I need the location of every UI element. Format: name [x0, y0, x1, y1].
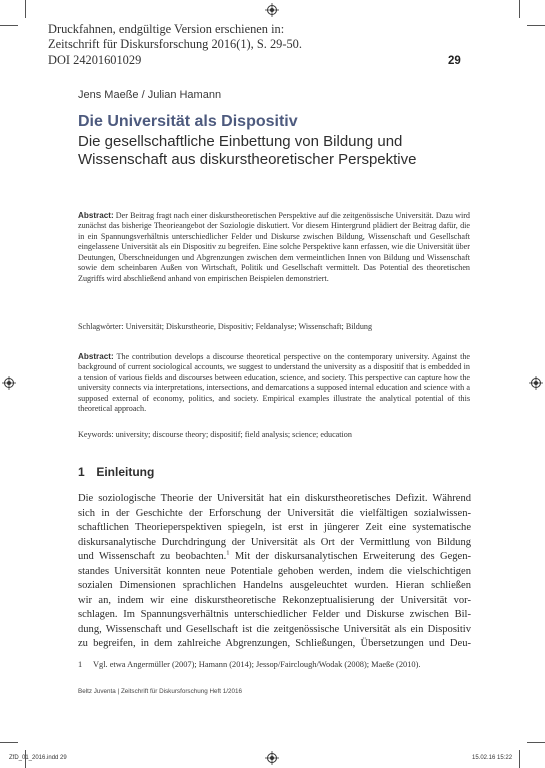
- footnote: [78, 660, 420, 669]
- abstract-english-text: The contribution develops a discourse theoretical perspective on the contemporary university. Against the background of current sociological accounts, we suggest to understand the university as a dispositif that is embedded in a tension of various fields and discourses between education, science, and society. This perspective can capture how the university connects via interpretations, intersections, and demarcations a supposed internal education and science with a supposed external of economy, politics, and society. Empirical examples illustrate the analytical potential of this theoretical approach.: [78, 352, 470, 414]
- crop-mark-top-left: [0, 25, 18, 26]
- journal-footer: Beltz Juventa | Zeitschrift für Diskursforschung Heft 1/2016: [78, 688, 243, 695]
- registration-mark-left-icon: [2, 376, 16, 390]
- registration-mark-right-icon: [529, 376, 543, 390]
- footnote-number: 1: [78, 660, 83, 669]
- body-line: standes Universität konnten neue Potentiale gehoben werden, indem die vielschichtigen: [78, 565, 471, 577]
- body-line: schaftlichen Theorieperspektiven spiegeln, ist erst in jüngerer Zeit eine systematische: [78, 522, 471, 533]
- section-title: Einleitung: [96, 465, 155, 479]
- body-line: sich in der Geschichte der Erforschung der Universität die vielfältigen sozialwissen-: [78, 507, 471, 519]
- abstract-english: [78, 352, 470, 415]
- publication-note: [48, 22, 302, 68]
- page-number: 29: [448, 55, 461, 67]
- keywords-english: Keywords: university; discourse theory; dispositif; field analysis; science; education: [78, 430, 352, 439]
- subtitle-line-1: Die gesellschaftliche Einbettung von Bildung und: [78, 133, 403, 150]
- print-slug-timestamp: 15.02.16 15:22: [472, 755, 513, 761]
- section-number: 1: [78, 465, 85, 479]
- crop-mark-top-left-vertical: [25, 0, 26, 18]
- body-line: Die soziologische Theorie der Universität hat ein diskurstheoretisches Defizit. Während: [78, 493, 471, 504]
- crop-mark-bottom-right-vertical: [519, 750, 520, 768]
- publication-note-line-1: Druckfahnen, endgültige Version erschienen in:: [48, 22, 285, 36]
- abstract-german-text: Der Beitrag fragt nach einer diskurstheoretischen Perspektive auf die zeitgenössische Universität. Dazu wird zunächst das bisherige Theorieangebot der Soziologie diskutiert. Vor diesem Hintergrund plädiert der Beitrag dafür, die in ein Spannungsverhältnis unterschiedlicher Felder und Diskurse zwischen Bildung, Wissenschaft und Gesellschaft eingelassene Universität als ein Dispositiv zu begreifen. Eine solche Perspektive kann erfassen, wie die Universität über Deutungen, Überschneidungen und Abgrenzungen zwischen dem vermeintlichen Innen von Bildung und Wissenschaft sowie dem scheinbaren Außen von Wirtschaft, Politik und Gesellschaft vermittelt. Das Potential des theoretischen Zugriffs wird abschließend anhand von empirischen Beispielen demonstriert.: [78, 211, 470, 283]
- body-line-with-footnote: [78, 550, 471, 565]
- registration-mark-top-icon: [265, 3, 279, 17]
- body-line: zu begreifen, in dem zahlreiche Abgrenzungen, Schließungen, Übersetzungen und Deu-: [78, 638, 471, 649]
- footnote-reference: 1: [226, 549, 230, 557]
- article-title: Die Universität als Dispositiv: [78, 113, 298, 130]
- publication-note-doi: DOI 24201601029: [48, 52, 142, 67]
- crop-mark-top-right: [527, 25, 545, 26]
- abstract-german-label: Abstract:: [78, 211, 114, 220]
- abstract-german: [78, 211, 470, 284]
- abstract-english-label: Abstract:: [78, 352, 114, 361]
- article-authors: Jens Maeße / Julian Hamann: [78, 89, 222, 101]
- body-line: wir an, indem wir eine diskurstheoretische Rekonzeptualisierung der Universität vor-: [78, 594, 471, 606]
- article-subtitle: [78, 133, 518, 169]
- registration-mark-bottom-icon: [265, 751, 279, 765]
- crop-mark-bottom-right: [527, 742, 545, 743]
- footnote-text: Vgl. etwa Angermüller (2007); Hamann (2014); Jessop/Fairclough/Wodak (2008); Maeße (2010).: [92, 660, 421, 669]
- body-line: sozialen Dimensionen sprachlichen Handelns ausgeleuchtet wurden. Hieran schließen: [78, 580, 471, 591]
- body-paragraph: [78, 492, 471, 652]
- body-line-part: und Wissenschaft zu beobachten.: [78, 551, 227, 562]
- publication-note-line-2: Zeitschrift für Diskursforschung 2016(1), S. 29-50.: [48, 37, 302, 52]
- body-line-part: Mit der diskursanalytischen Erweiterung des Gegen-: [229, 551, 471, 562]
- body-line: schlagen. Im Spannungsverhältnis unterschiedlicher Felder und Diskurse zwischen Bil-: [78, 609, 471, 620]
- crop-mark-bottom-left: [0, 742, 18, 743]
- crop-mark-top-right-vertical: [519, 0, 520, 18]
- section-heading: [78, 465, 154, 479]
- body-line: dung, Wissenschaft und Gesellschaft ist die zeitgenössische Universität als ein Dispositiv: [78, 623, 471, 635]
- subtitle-line-2: Wissenschaft aus diskurstheoretischer Perspektive: [78, 150, 417, 168]
- body-line: diskursanalytische Durchdringung der Universität als Ort der Vermittlung von Bildung: [78, 536, 471, 548]
- print-slug-filename: ZfD_01_2016.indd 29: [9, 755, 67, 761]
- keywords-german: Schlagwörter: Universität; Diskurstheorie, Dispositiv; Feldanalyse; Wissenschaft; Bildung: [78, 322, 373, 331]
